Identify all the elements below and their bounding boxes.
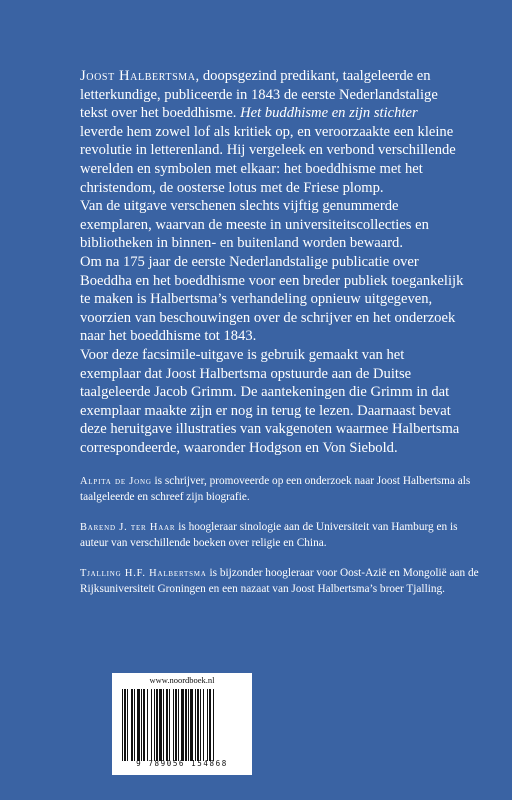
publisher-url: www.noordboek.nl <box>149 675 215 685</box>
blurb-text: , doopsgezind predikant, taalgeleerde en letterkundige, publiceerde in 1843 de eerste Nederlandstalige tekst over het boeddhisme. <box>80 68 438 122</box>
bio-name: Tjalling H.F. Halbertsma <box>80 568 207 580</box>
author-name: Joost Halbertsma <box>80 68 196 84</box>
barcode-bar <box>141 689 142 761</box>
bio-tjalling-halbertsma <box>80 566 480 597</box>
barcode-bar <box>143 689 145 761</box>
barcode-panel <box>112 673 252 775</box>
barcode-bar <box>131 689 133 761</box>
bio-name: Barend J. ter Haar <box>80 522 176 534</box>
blurb-paragraph-1 <box>80 67 464 197</box>
barcode-bar <box>188 689 189 761</box>
barcode-bar <box>169 689 170 761</box>
bio-barend-ter-haar <box>80 520 480 551</box>
barcode-bar <box>181 689 184 761</box>
barcode-bar <box>163 689 164 761</box>
barcode-bar <box>151 689 152 761</box>
barcode-bar <box>156 689 158 761</box>
barcode-bar <box>207 689 208 761</box>
barcode-bar <box>137 689 140 761</box>
barcode-bar <box>166 689 168 761</box>
barcode-bar <box>147 689 148 761</box>
barcode-bar <box>127 689 128 761</box>
barcode-bar <box>200 689 201 761</box>
bio-name: Alpita de Jong <box>80 476 152 487</box>
barcode-bar <box>124 689 126 761</box>
barcode-bar <box>154 689 155 761</box>
barcode-bar <box>175 689 177 761</box>
barcode-bar <box>122 689 123 761</box>
blurb-paragraph-3: Om na 175 jaar de eerste Nederlandstalige publicatie over Boeddha en het boeddhisme voor een breder publiek toegankelijk te maken is Halbertsma’s verhandeling opnieuw uitgegeven, voorzien van beschouwingen over de schrijver en het onderzoek naar het boeddhisme tot 1843. <box>80 253 464 345</box>
barcode-bar <box>159 689 162 761</box>
blurb-paragraph-4: Voor deze facsimile-uitgave is gebruik gemaakt van het exemplaar dat Joost Halbertsma opstuurde aan de Duitse taalgeleerde Jacob Grimm. De aantekeningen die Grimm in dat exemplaar maakte zijn er nog in terug te lezen. Daarnaast bevat deze heruitgave illustraties van vakgenoten waarmee Halbertsma correspondeerde, waaronder Hodgson en Von Siebold. <box>80 346 460 456</box>
barcode-bar <box>185 689 187 761</box>
bio-text: is schrijver, promoveerde op een onderzoek naar Joost Halbertsma als taalgeleerde en schreef zijn biografie. <box>80 475 471 503</box>
barcode-bar <box>134 689 135 761</box>
contributor-bios <box>80 474 480 613</box>
barcode-bar <box>178 689 179 761</box>
barcode-bar <box>190 689 193 761</box>
bio-text: is bijzonder hoogleraar voor Oost-Azië en Mongolië aan de Rijksuniversiteit Groningen en een nazaat van Joost Halbertsma’s broer Tjalling. <box>80 567 479 595</box>
barcode-icon <box>122 689 244 761</box>
barcode-bar <box>203 689 204 761</box>
barcode-bar <box>195 689 196 761</box>
book-title: Het buddhisme en zijn stichter <box>240 105 418 122</box>
blurb <box>80 67 464 457</box>
barcode-bar <box>209 689 211 761</box>
blurb-text: leverde hem zowel lof als kritiek op, en veroorzaakte een kleine revolutie in letterenland. Hij vergeleek en verbond verschillende werelden en symbolen met elkaar: het boeddhisme met het christendom, de oosterse lotus met de Friese plomp. <box>80 123 456 196</box>
isbn-digits: 9 789056 154868 <box>136 759 228 768</box>
barcode-bar <box>173 689 174 761</box>
barcode-bar <box>197 689 199 761</box>
blurb-paragraph-2: Van de uitgave verschenen slechts vijftig genummerde exemplaren, waarvan de meeste in universiteitscollecties en bibliotheken in binnen- en buitenland worden bewaard. <box>80 198 429 252</box>
barcode-bar <box>213 689 214 761</box>
bio-text: is hoogleraar sinologie aan de Universiteit van Hamburg en is auteur van verschillende boeken over religie en China. <box>80 521 458 549</box>
bio-alpita-de-jong <box>80 474 480 505</box>
